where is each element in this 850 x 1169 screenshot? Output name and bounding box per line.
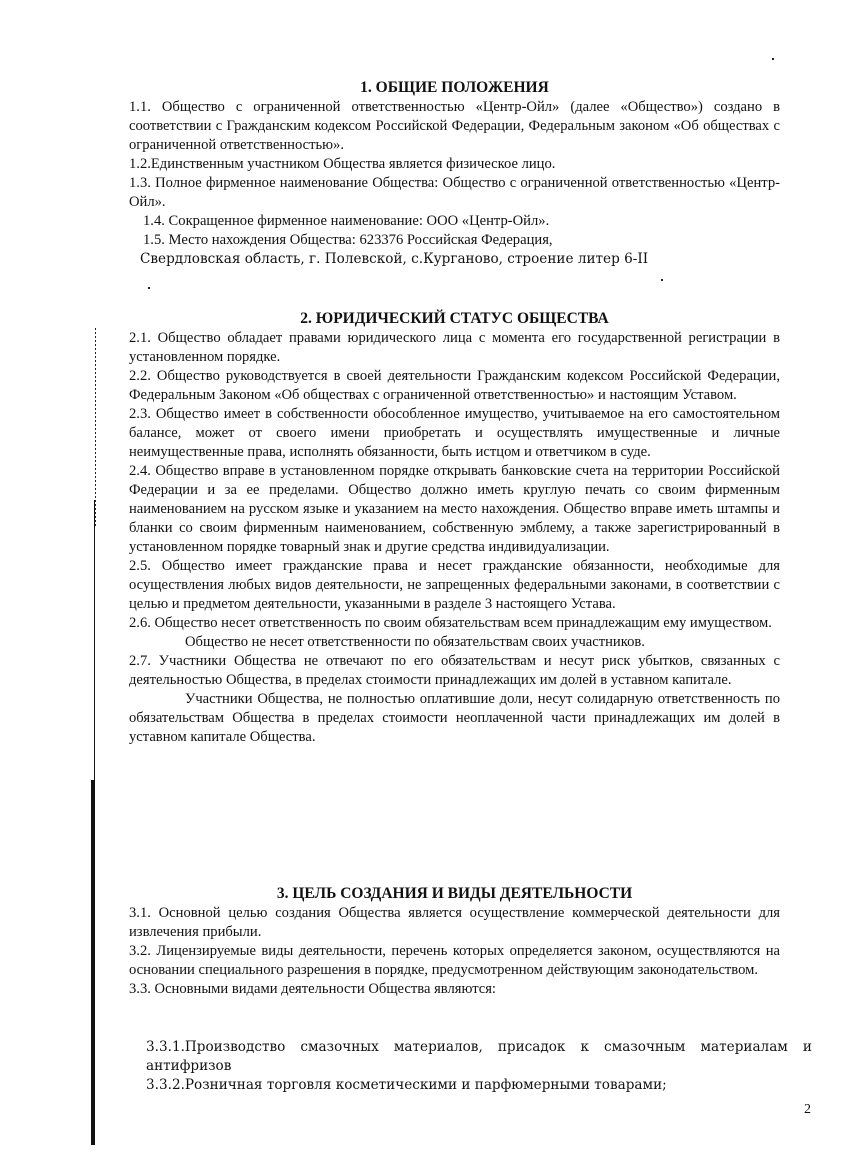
clause-2-4: 2.4. Общество вправе в установленном порядке открывать банковские счета на территории Российской Федерации и за ее пределами. Общество должно иметь круглую печать со своим фирменным наименованием на русском языке и указанием на место нахождения. Общество вправе иметь штампы и бланки со своим фирменным наименованием, собственную эмблему, а также зарегистрированный в установленном порядке товарный знак и другие средства индивидуализации. (129, 463, 780, 555)
page-number: 2 (804, 1102, 811, 1117)
scan-speck (772, 58, 774, 60)
section-1-heading: 1. ОБЩИЕ ПОЛОЖЕНИЯ (360, 79, 549, 96)
section-1 (129, 78, 780, 269)
clause-1-5-address: Свердловская область, г. Полевской, с.Курганово, строение литер 6-II (140, 251, 649, 267)
clause-2-1: 2.1. Общество обладает правами юридического лица с момента его государственной регистрации в установленном порядке. (129, 330, 780, 365)
section-2 (129, 309, 780, 747)
clause-3-2: 3.2. Лицензируемые виды деятельности, перечень которых определяется законом, осуществляются на основании специального разрешения в порядке, предусмотренном действующим законодательством. (129, 943, 780, 978)
binding-margin-line (94, 500, 95, 800)
clause-3-3: 3.3. Основными видами деятельности Общества являются: (129, 981, 496, 997)
section-3-heading: 3. ЦЕЛЬ СОЗДАНИЯ И ВИДЫ ДЕЯТЕЛЬНОСТИ (276, 885, 633, 902)
activity-item: 3.3.1.Производство смазочных материалов, присадок к смазочным материалам и антифризов (146, 1039, 812, 1074)
clause-2-6-note: Общество не несет ответственности по обязательствам своих участников. (185, 634, 645, 650)
clause-2-5: 2.5. Общество имеет гражданские права и несет гражданские обязанности, необходимые для осуществления любых видов деятельности, не запрещенных федеральными законами, в соответствии с целью и предметом деятельности, указанными в разделе 3 настоящего Устава. (129, 558, 780, 612)
clause-2-7: 2.7. Участники Общества не отвечают по его обязательствам и несут риск убытков, связанных с деятельностью Общества, в пределах стоимости принадлежащих им долей в уставном капитале. (129, 653, 780, 688)
activities-list (146, 1038, 812, 1095)
clause-2-3: 2.3. Общество имеет в собственности обособленное имущество, учитываемое на его самостоятельном балансе, может от своего имени приобретать и осуществлять имущественные и личные неимущественные права, исполнять обязанности, быть истцом и ответчиком в суде. (129, 406, 780, 460)
clause-3-1: 3.1. Основной целью создания Общества является осуществление коммерческой деятельности для извлечения прибыли. (129, 905, 780, 940)
binding-margin-line (91, 780, 95, 1145)
section-2-heading: 2. ЮРИДИЧЕСКИЙ СТАТУС ОБЩЕСТВА (300, 310, 609, 327)
binding-margin-marks (95, 328, 96, 528)
section-3 (129, 884, 780, 999)
clause-2-7-note: Участники Общества, не полностью оплатившие доли, несут солидарную ответственность по обязательствам Общества в пределах стоимости неоплаченной части принадлежащих им долей в уставном капитале Общества. (129, 691, 780, 745)
clause-1-3: 1.3. Полное фирменное наименование Общества: Общество с ограниченной ответственностью «Центр-Ойл». (129, 175, 780, 210)
clause-1-5: 1.5. Место нахождения Общества: 623376 Российская Федерация, (143, 232, 553, 248)
clause-1-1: 1.1. Общество с ограниченной ответственностью «Центр-Ойл» (далее «Общество») создано в соответствии с Гражданским кодексом Российской Федерации, Федеральным законом «Об обществах с ограниченной ответственностью». (129, 99, 780, 153)
clause-1-2: 1.2.Единственным участником Общества является физическое лицо. (129, 156, 556, 172)
scan-speck (661, 279, 663, 281)
clause-2-6: 2.6. Общество несет ответственность по своим обязательствам всем принадлежащим ему имуществом. (129, 615, 772, 631)
activity-item: 3.3.2.Розничная торговля косметическими и парфюмерными товарами; (146, 1077, 667, 1093)
clause-1-4: 1.4. Сокращенное фирменное наименование: ООО «Центр-Ойл». (143, 213, 550, 229)
scan-speck (148, 287, 150, 289)
clause-2-2: 2.2. Общество руководствуется в своей деятельности Гражданским кодексом Российской Федерации, Федеральным Законом «Об обществах с ограниченной ответственностью» и настоящим Уставом. (129, 368, 780, 403)
